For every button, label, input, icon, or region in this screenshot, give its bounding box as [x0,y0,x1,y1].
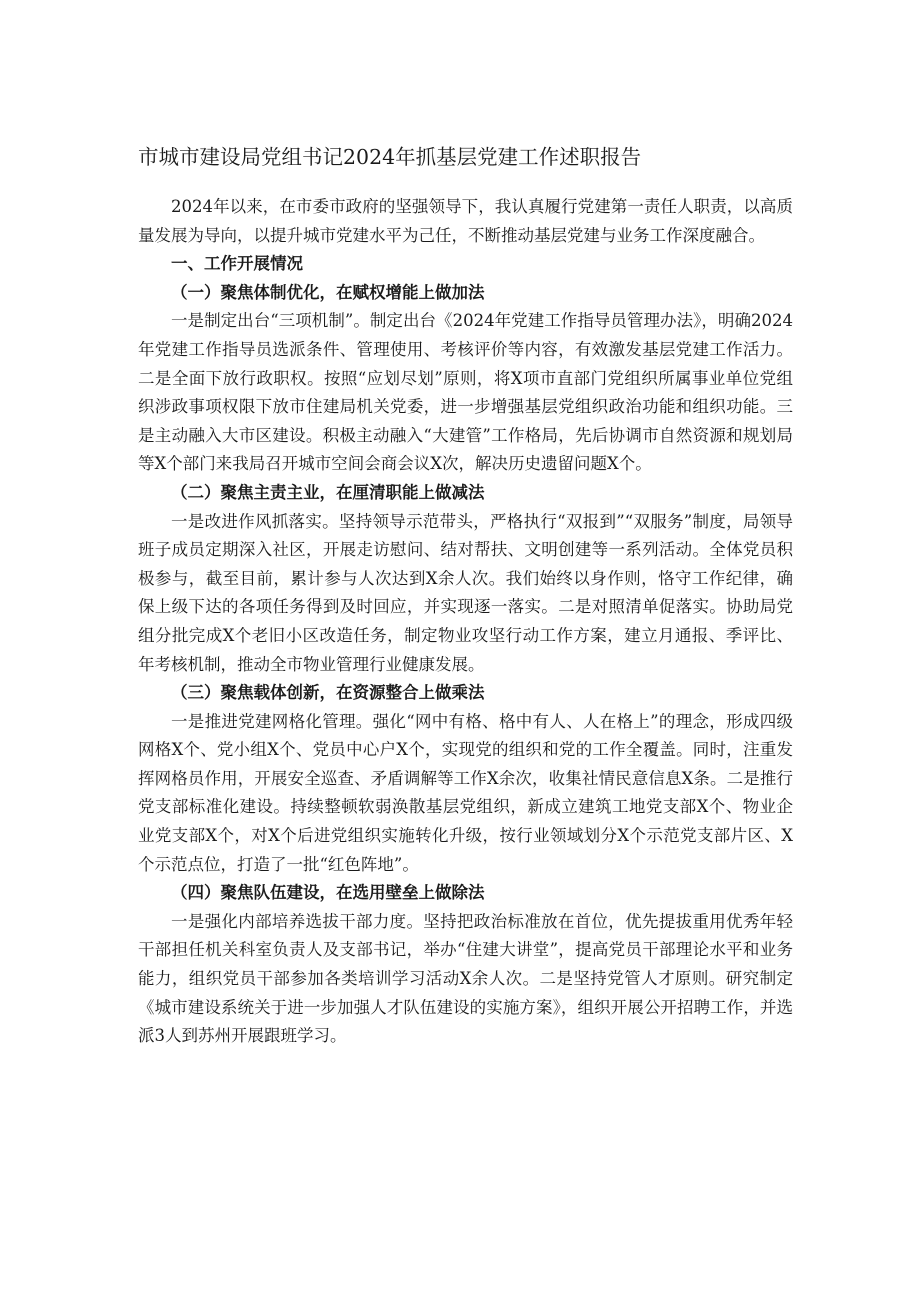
subsection-heading-4: （四）聚焦队伍建设，在选用壁垒上做除法 [171,883,485,903]
subsection-paragraph-2: 一是改进作风抓落实。坚持领导示范带头，严格执行“双报到”“双服务”制度，局领导班子成员定期深入社区，开展走访慰问、结对帮扶、文明创建等一系列活动。全体党员积极参与，截至目前，累计参与人次达到X余人次。我们始终以身作则，恪守工作纪律，确保上级下达的各项任务得到及时回应，并实现逐一落实。二是对照清单促落实。协助局党组分批完成X个老旧小区改造任务，制定物业攻坚行动工作方案，建立月通报、季评比、年考核机制，推动全市物业管理行业健康发展。 [138,511,793,674]
document-title: 市城市建设局党组书记2024年抓基层党建工作述职报告 [138,145,642,169]
section-heading-work-status: 一、工作开展情况 [171,254,303,274]
subsection-paragraph-3: 一是推进党建网格化管理。强化“网中有格、格中有人、人在格上”的理念，形成四级网格X个、党小组X个、党员中心户X个，实现党的组织和党的工作全覆盖。同时，注重发挥网格员作用，开展安全巡查、矛盾调解等工作X余次，收集社情民意信息X条。二是推行党支部标准化建设。持续整顿软弱涣散基层党组织，新成立建筑工地党支部X个、物业企业党支部X个，对X个后进党组织实施转化升级，按行业领域划分X个示范党支部片区、X个示范点位，打造了一批“红色阵地”。 [138,711,793,874]
subsection-heading-2: （二）聚焦主责主业，在厘清职能上做减法 [171,482,485,502]
subsection-heading-1: （一）聚焦体制优化，在赋权增能上做加法 [171,282,485,302]
document-body [138,193,793,1051]
subsection-paragraph-4: 一是强化内部培养选拔干部力度。坚持把政治标准放在首位，优先提拔重用优秀年轻干部担任机关科室负责人及支部书记，举办“住建大讲堂”，提高党员干部理论水平和业务能力，组织党员干部参加各类培训学习活动X余人次。二是坚持党管人才原则。研究制定《城市建设系统关于进一步加强人才队伍建设的实施方案》，组织开展公开招聘工作，并选派3人到苏州开展跟班学习。 [138,911,793,1046]
subsection-heading-3: （三）聚焦载体创新，在资源整合上做乘法 [171,683,485,703]
subsection-paragraph-1: 一是制定出台“三项机制”。制定出台《2024年党建工作指导员管理办法》，明确2024年党建工作指导员选派条件、管理使用、考核评价等内容，有效激发基层党建工作活力。二是全面下放行政职权。按照“应划尽划”原则，将X项市直部门党组织所属事业单位党组织涉政事项权限下放市住建局机关党委，进一步增强基层党组织政治功能和组织功能。三是主动融入大市区建设。积极主动融入“大建管”工作格局，先后协调市自然资源和规划局等X个部门来我局召开城市空间会商会议X次，解决历史遗留问题X个。 [138,311,793,474]
intro-paragraph: 2024年以来，在市委市政府的坚强领导下，我认真履行党建第一责任人职责，以高质量发展为导向，以提升城市党建水平为己任，不断推动基层党建与业务工作深度融合。 [138,197,793,245]
